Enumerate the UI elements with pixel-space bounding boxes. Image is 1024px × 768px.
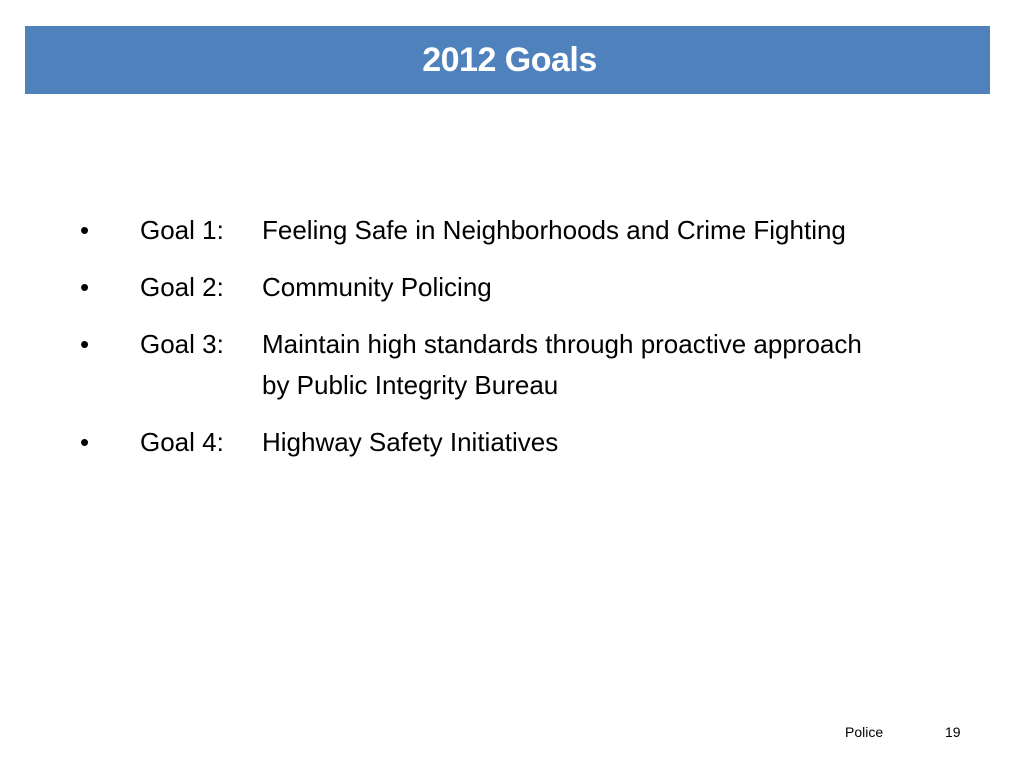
goal-text: Feeling Safe in Neighborhoods and Crime Fighting (262, 215, 846, 245)
page-number: 19 (945, 724, 961, 740)
bullet-icon: • (80, 329, 90, 359)
footer-department: Police (845, 724, 884, 740)
bullet-icon: • (80, 272, 90, 302)
bullet-icon: • (80, 215, 90, 245)
slide-title: 2012 Goals (422, 40, 597, 79)
goal-label: Goal 1: (140, 215, 224, 245)
goal-label: Goal 4: (140, 427, 224, 457)
goal-label: Goal 3: (140, 329, 224, 359)
title-bar (25, 26, 990, 94)
goal-text: Maintain high standards through proactive approach by Public Integrity Bureau (262, 329, 862, 400)
bullet-icon: • (80, 427, 90, 457)
goal-text: Community Policing (262, 272, 492, 302)
goal-label: Goal 2: (140, 272, 224, 302)
goal-text: Highway Safety Initiatives (262, 427, 559, 457)
